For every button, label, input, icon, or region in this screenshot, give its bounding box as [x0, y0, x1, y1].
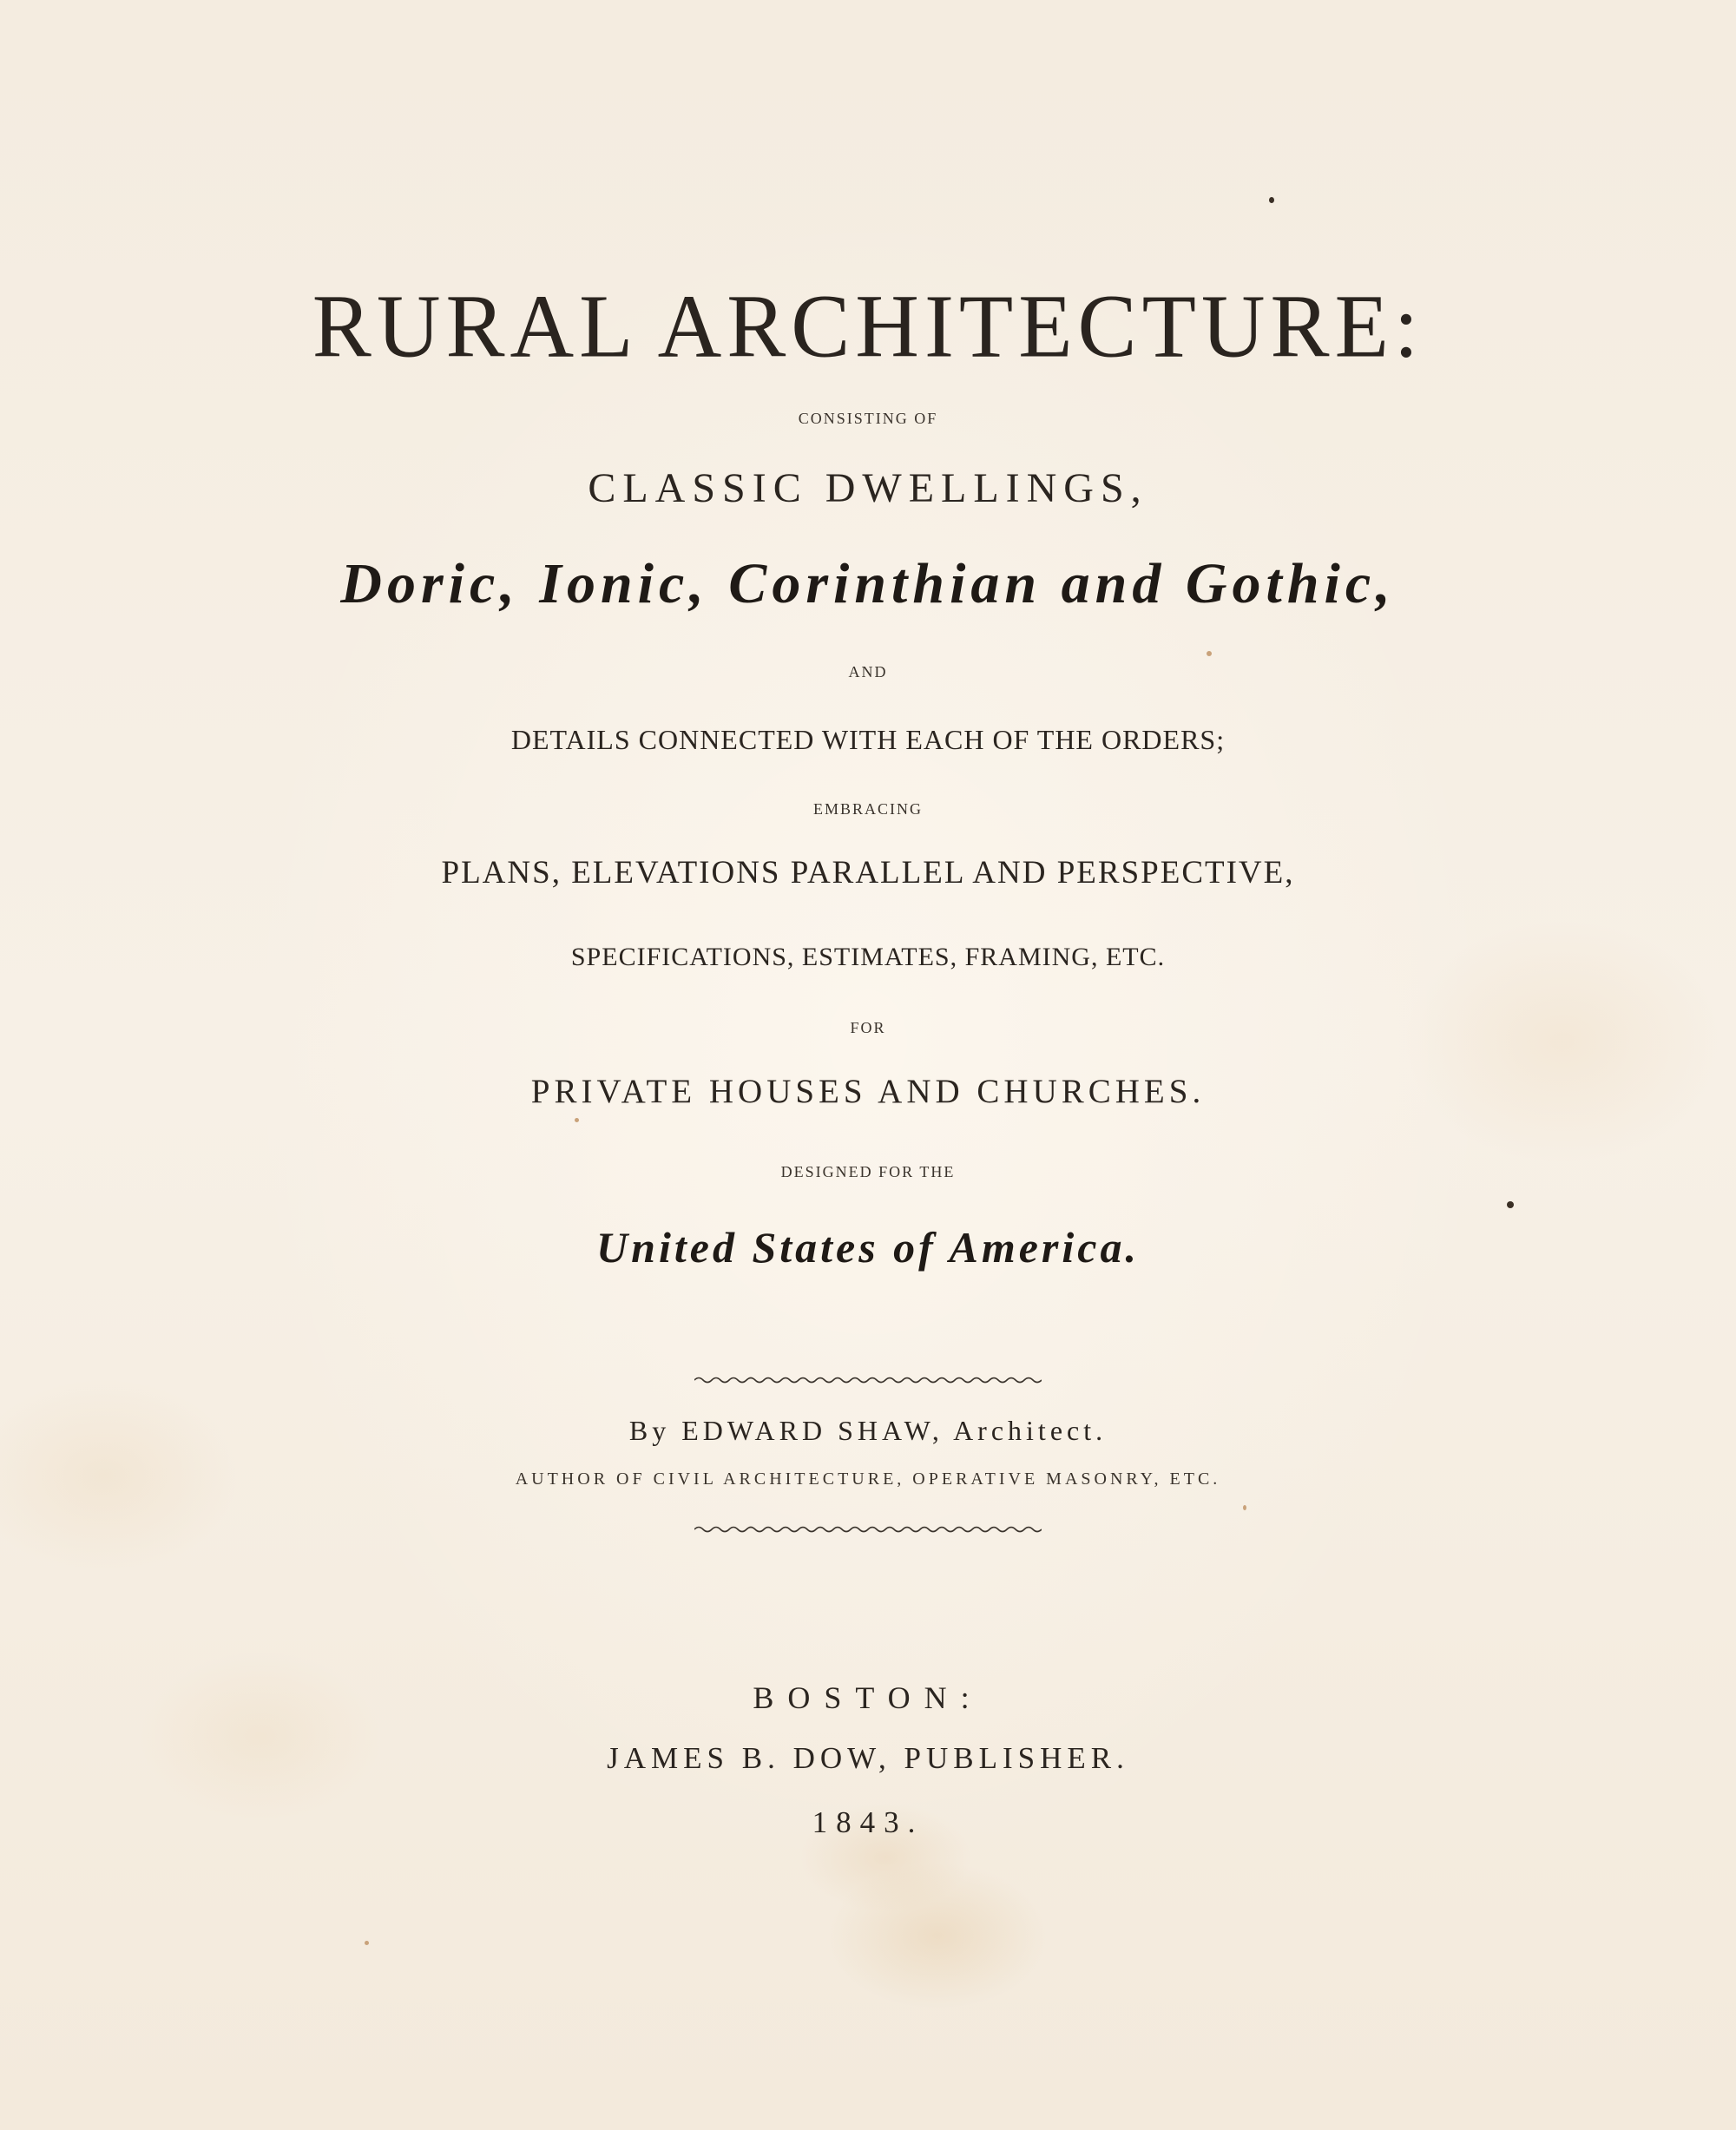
and-text: AND [848, 663, 888, 680]
author-works-line: AUTHOR OF CIVIL ARCHITECTURE, OPERATIVE MASONRY, ETC. [515, 1469, 1221, 1489]
private-houses-line: PRIVATE HOUSES AND CHURCHES. [530, 1073, 1206, 1110]
book-title: RURAL ARCHITECTURE: [312, 276, 1424, 378]
plans-line: PLANS, ELEVATIONS PARALLEL AND PERSPECTIVE, [441, 855, 1295, 891]
wavy-rule-bottom [0, 1523, 1736, 1535]
wavy-rule-top [0, 1374, 1736, 1386]
orders-blackletter-line: Doric, Ionic, Corinthian and Gothic, [340, 552, 1396, 615]
author-byline: By EDWARD SHAW, Architect. [628, 1415, 1108, 1446]
specifications-line: SPECIFICATIONS, ESTIMATES, FRAMING, ETC. [570, 943, 1166, 971]
embracing-text: EMBRACING [812, 800, 923, 818]
ink-speck [1243, 1505, 1246, 1510]
ink-speck [1507, 1201, 1514, 1208]
consisting-of-text: CONSISTING OF [798, 410, 938, 427]
ink-speck [1269, 197, 1274, 203]
imprint-publisher: JAMES B. DOW, PUBLISHER. [607, 1741, 1129, 1775]
imprint-city: BOSTON: [753, 1680, 983, 1715]
ink-speck [365, 1941, 369, 1945]
details-line: DETAILS CONNECTED WITH EACH OF THE ORDERS; [510, 724, 1226, 755]
imprint-year: 1843. [812, 1805, 924, 1839]
united-states-blackletter-line: United States of America. [596, 1223, 1140, 1272]
classic-dwellings-heading: CLASSIC DWELLINGS, [588, 465, 1148, 511]
designed-for-text: DESIGNED FOR THE [780, 1163, 956, 1180]
ink-speck [575, 1118, 579, 1122]
for-text: FOR [850, 1019, 886, 1036]
ink-speck [1207, 651, 1212, 656]
